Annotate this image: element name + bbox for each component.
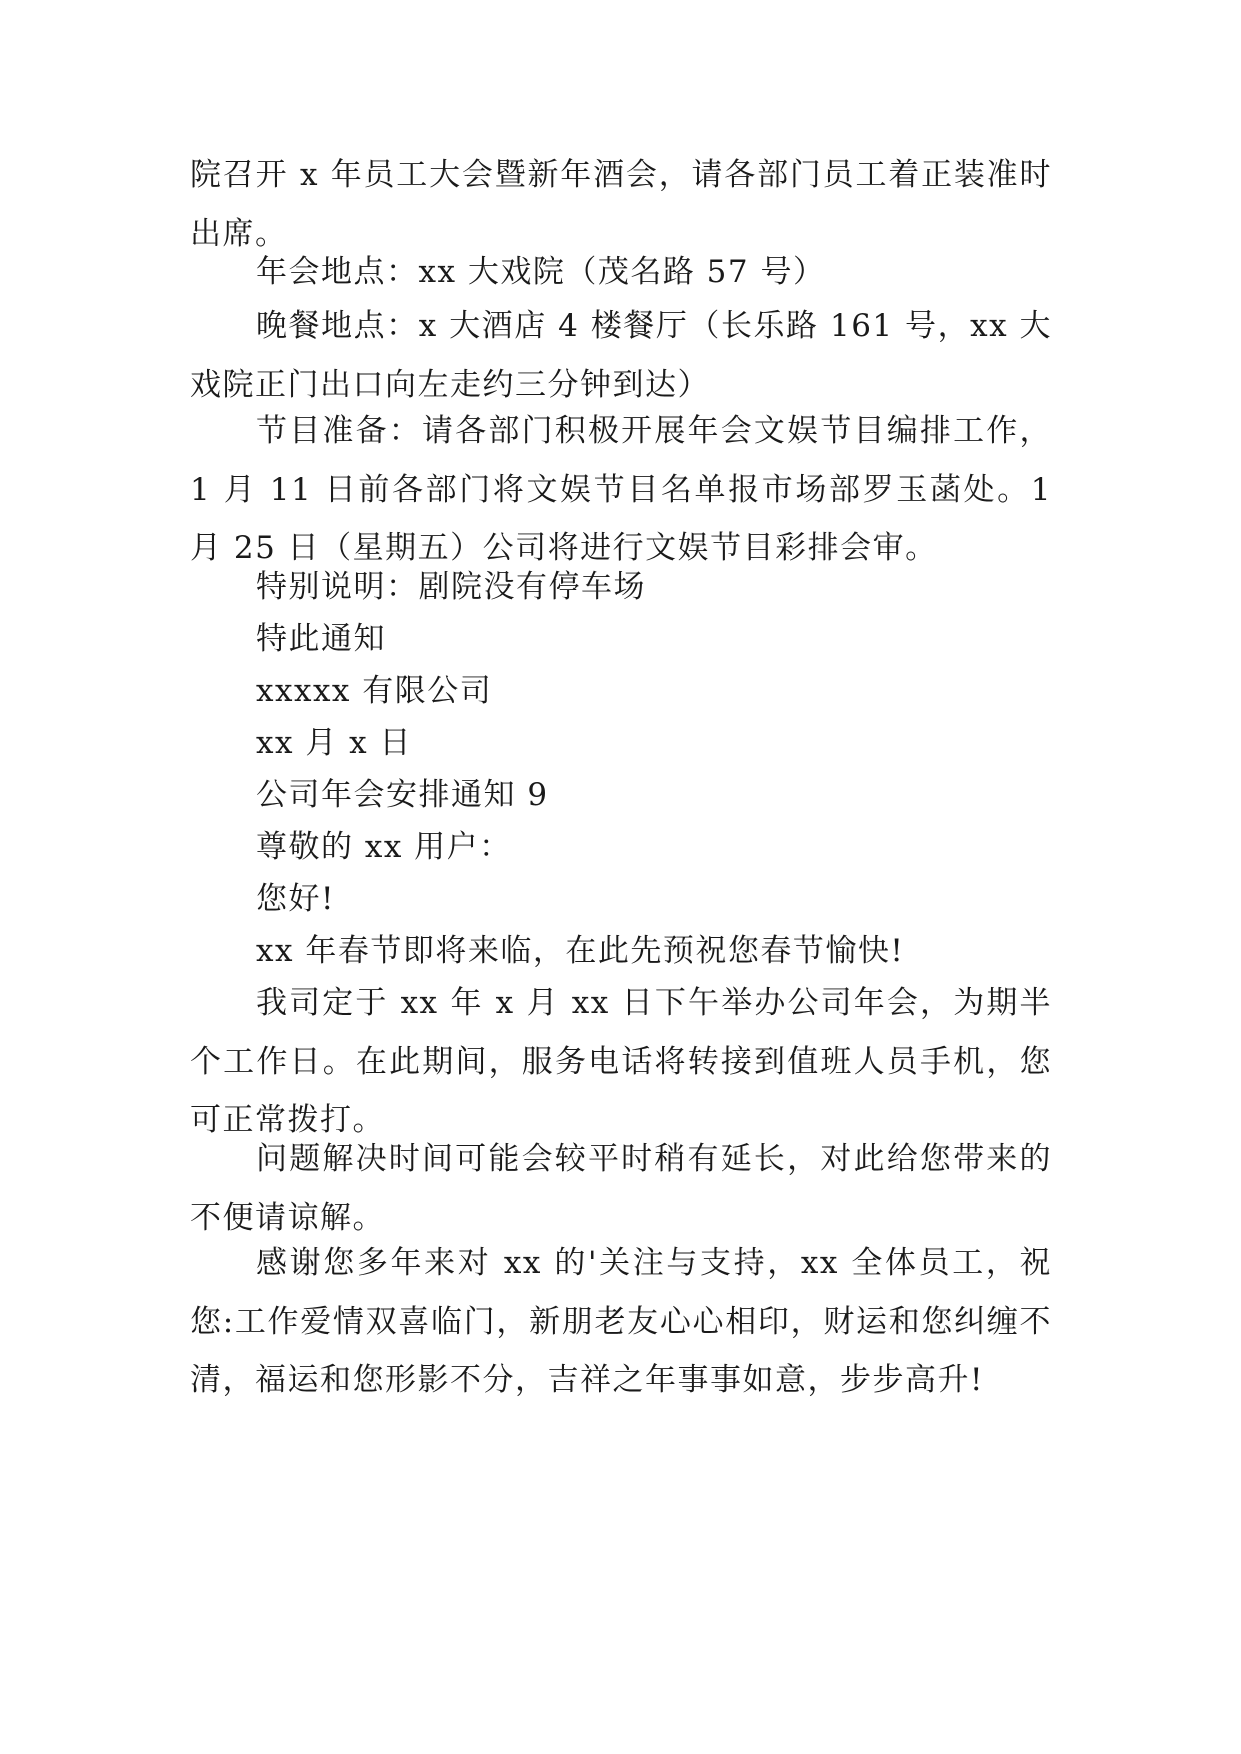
paragraph-company-name: xxxxx 有限公司 [256, 673, 493, 709]
paragraph-greeting: 您好! [256, 881, 335, 917]
paragraph-thanks-wishes: 感谢您多年来对 xx 的'关注与支持，xx 全体员工，祝您:工作爱情双喜临门，新朋老友心心相印，财运和您纠缠不清，福运和您形影不分，吉祥之年事事如意，步步高升! [190, 1245, 1052, 1398]
paragraph-hereby-notice: 特此通知 [256, 621, 386, 657]
paragraph-program-preparation: 节目准备：请各部门积极开展年会文娱节目编排工作，1 月 11 日前各部门将文娱节目名单报市场部罗玉菡处。1 月 25 日（星期五）公司将进行文娱节目彩排会审。 [190, 413, 1052, 566]
paragraph-special-note: 特别说明：剧院没有停车场 [256, 569, 646, 605]
paragraph-date: xx 月 x 日 [256, 725, 413, 761]
paragraph-section-title: 公司年会安排通知 9 [256, 777, 549, 813]
paragraph-dinner-location: 晚餐地点：x 大酒店 4 楼餐厅（长乐路 161 号，xx 大戏院正门出口向左走约三分钟到达） [190, 308, 1052, 403]
paragraph-salutation: 尊敬的 xx 用户： [256, 829, 512, 865]
paragraph-annual-meeting-schedule: 我司定于 xx 年 x 月 xx 日下午举办公司年会，为期半个工作日。在此期间，服务电话将转接到值班人员手机，您可正常拨打。 [190, 985, 1052, 1138]
paragraph-apology: 问题解决时间可能会较平时稍有延长，对此给您带来的不便请谅解。 [190, 1141, 1052, 1236]
paragraph-venue: 年会地点：xx 大戏院（茂名路 57 号） [256, 254, 826, 290]
paragraph-spring-festival: xx 年春节即将来临，在此先预祝您春节愉快! [256, 933, 905, 969]
paragraph-meeting-notice: 院召开 x 年员工大会暨新年酒会，请各部门员工着正装准时出席。 [190, 157, 1052, 252]
